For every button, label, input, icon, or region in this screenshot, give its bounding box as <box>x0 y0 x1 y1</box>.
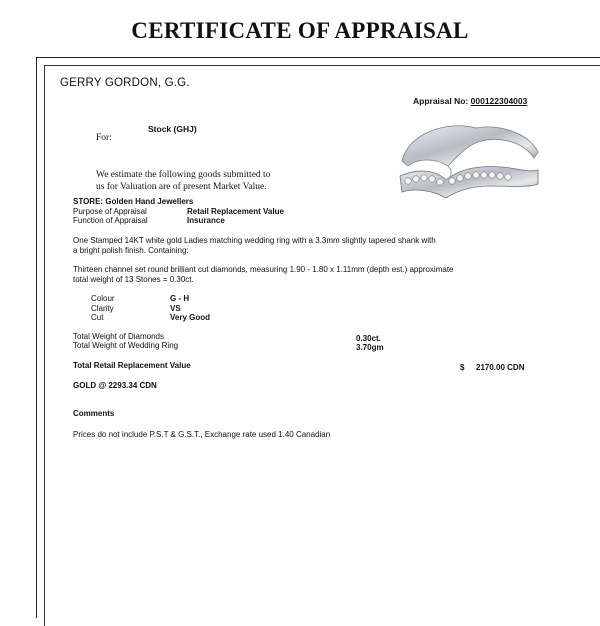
ring-description-line-2: a bright polish finish. Containing: <box>73 246 189 255</box>
appraisal-number-label: Appraisal No: <box>413 96 469 106</box>
purpose-value: Retail Replacement Value <box>187 207 284 216</box>
ring-description <box>73 236 436 256</box>
total-weight-diamonds-label: Total Weight of Diamonds <box>73 332 165 341</box>
total-weight-diamonds-value: 0.30ct. <box>356 334 381 343</box>
function-label: Function of Appraisal <box>73 216 148 225</box>
colour-value: G - H <box>170 294 190 303</box>
store-name: STORE: Golden Hand Jewellers <box>73 197 194 206</box>
ring-description-line-1: One Stamped 14KT white gold Ladies matching wedding ring with a 3.3mm slightly tapered shank with <box>73 236 436 245</box>
diamond-description-line-2: total weight of 13 Stones = 0.30ct. <box>73 275 194 284</box>
estimate-line-1: We estimate the following goods submitted to <box>96 170 271 180</box>
clarity-label: Clarity <box>91 304 114 313</box>
clarity-value: VS <box>170 304 181 313</box>
comments-heading: Comments <box>73 409 115 418</box>
stock-code: Stock (GHJ) <box>148 124 197 134</box>
prices-note: Prices do not include P.S.T & G.S.T., Exchange rate used 1.40 Canadian <box>73 430 331 439</box>
estimate-statement <box>96 170 270 193</box>
diamond-description-line-1: Thirteen channel set round brilliant cut diamonds, measuring 1.90 - 1.80 x 1.11mm (depth est.) approximate <box>73 265 454 274</box>
diamond-description <box>73 265 454 285</box>
appraisal-number <box>413 96 527 106</box>
certificate-title: CERTIFICATE OF APPRAISAL <box>131 18 469 43</box>
total-retail-value-label: Total Retail Replacement Value <box>73 361 191 370</box>
appraisal-number-value: 000122304003 <box>470 96 528 106</box>
colour-label: Colour <box>91 294 115 303</box>
function-value: Insurance <box>187 216 225 225</box>
cut-label: Cut <box>91 313 104 322</box>
total-weight-ring-label: Total Weight of Wedding Ring <box>73 341 179 350</box>
for-label: For: <box>96 133 112 143</box>
total-weight-ring-value: 3.70gm <box>356 343 384 352</box>
appraiser-name: GERRY GORDON, G.G. <box>60 77 190 89</box>
cut-value: Very Good <box>170 313 211 322</box>
currency-symbol: $ <box>460 363 465 372</box>
gold-price: GOLD @ 2293.34 CDN <box>73 381 157 390</box>
estimate-line-2: us for Valuation are of present Market Value. <box>96 181 267 192</box>
purpose-label: Purpose of Appraisal <box>73 207 147 216</box>
ring-photo <box>388 106 544 210</box>
total-retail-value: 2170.00 CDN <box>476 363 525 372</box>
